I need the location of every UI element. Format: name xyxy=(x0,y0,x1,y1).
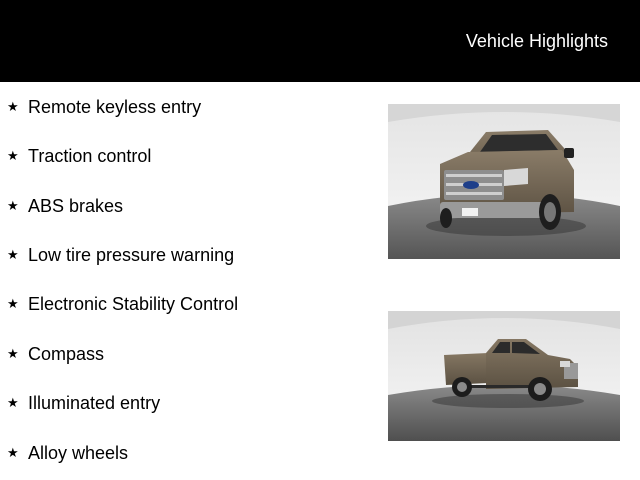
feature-item xyxy=(0,242,370,268)
header-bar xyxy=(0,0,640,82)
feature-label: Electronic Stability Control xyxy=(28,294,239,314)
truck-front-photo[interactable] xyxy=(388,104,620,259)
truck-front-image xyxy=(388,104,620,259)
star-icon: ★ xyxy=(7,346,19,361)
page-title: Vehicle Highlights xyxy=(465,31,608,51)
feature-item xyxy=(0,440,370,466)
feature-label: ABS brakes xyxy=(28,196,124,216)
feature-label: Illuminated entry xyxy=(28,393,161,413)
star-icon: ★ xyxy=(7,445,19,460)
star-icon: ★ xyxy=(7,296,19,311)
feature-label: Compass xyxy=(28,344,105,364)
star-icon: ★ xyxy=(7,99,19,114)
feature-item xyxy=(0,193,370,219)
feature-item xyxy=(0,291,370,317)
star-icon: ★ xyxy=(7,148,19,163)
feature-label: Remote keyless entry xyxy=(28,97,202,117)
star-icon: ★ xyxy=(7,395,19,410)
feature-item xyxy=(0,390,370,416)
truck-side-photo[interactable] xyxy=(388,311,620,441)
feature-label: Low tire pressure warning xyxy=(28,245,235,265)
star-icon: ★ xyxy=(7,247,19,262)
star-icon: ★ xyxy=(7,198,19,213)
feature-label: Traction control xyxy=(28,146,152,166)
feature-item xyxy=(0,94,370,120)
feature-item xyxy=(0,143,370,169)
feature-item xyxy=(0,341,370,367)
feature-label: Alloy wheels xyxy=(28,443,129,463)
truck-side-image xyxy=(388,311,620,441)
